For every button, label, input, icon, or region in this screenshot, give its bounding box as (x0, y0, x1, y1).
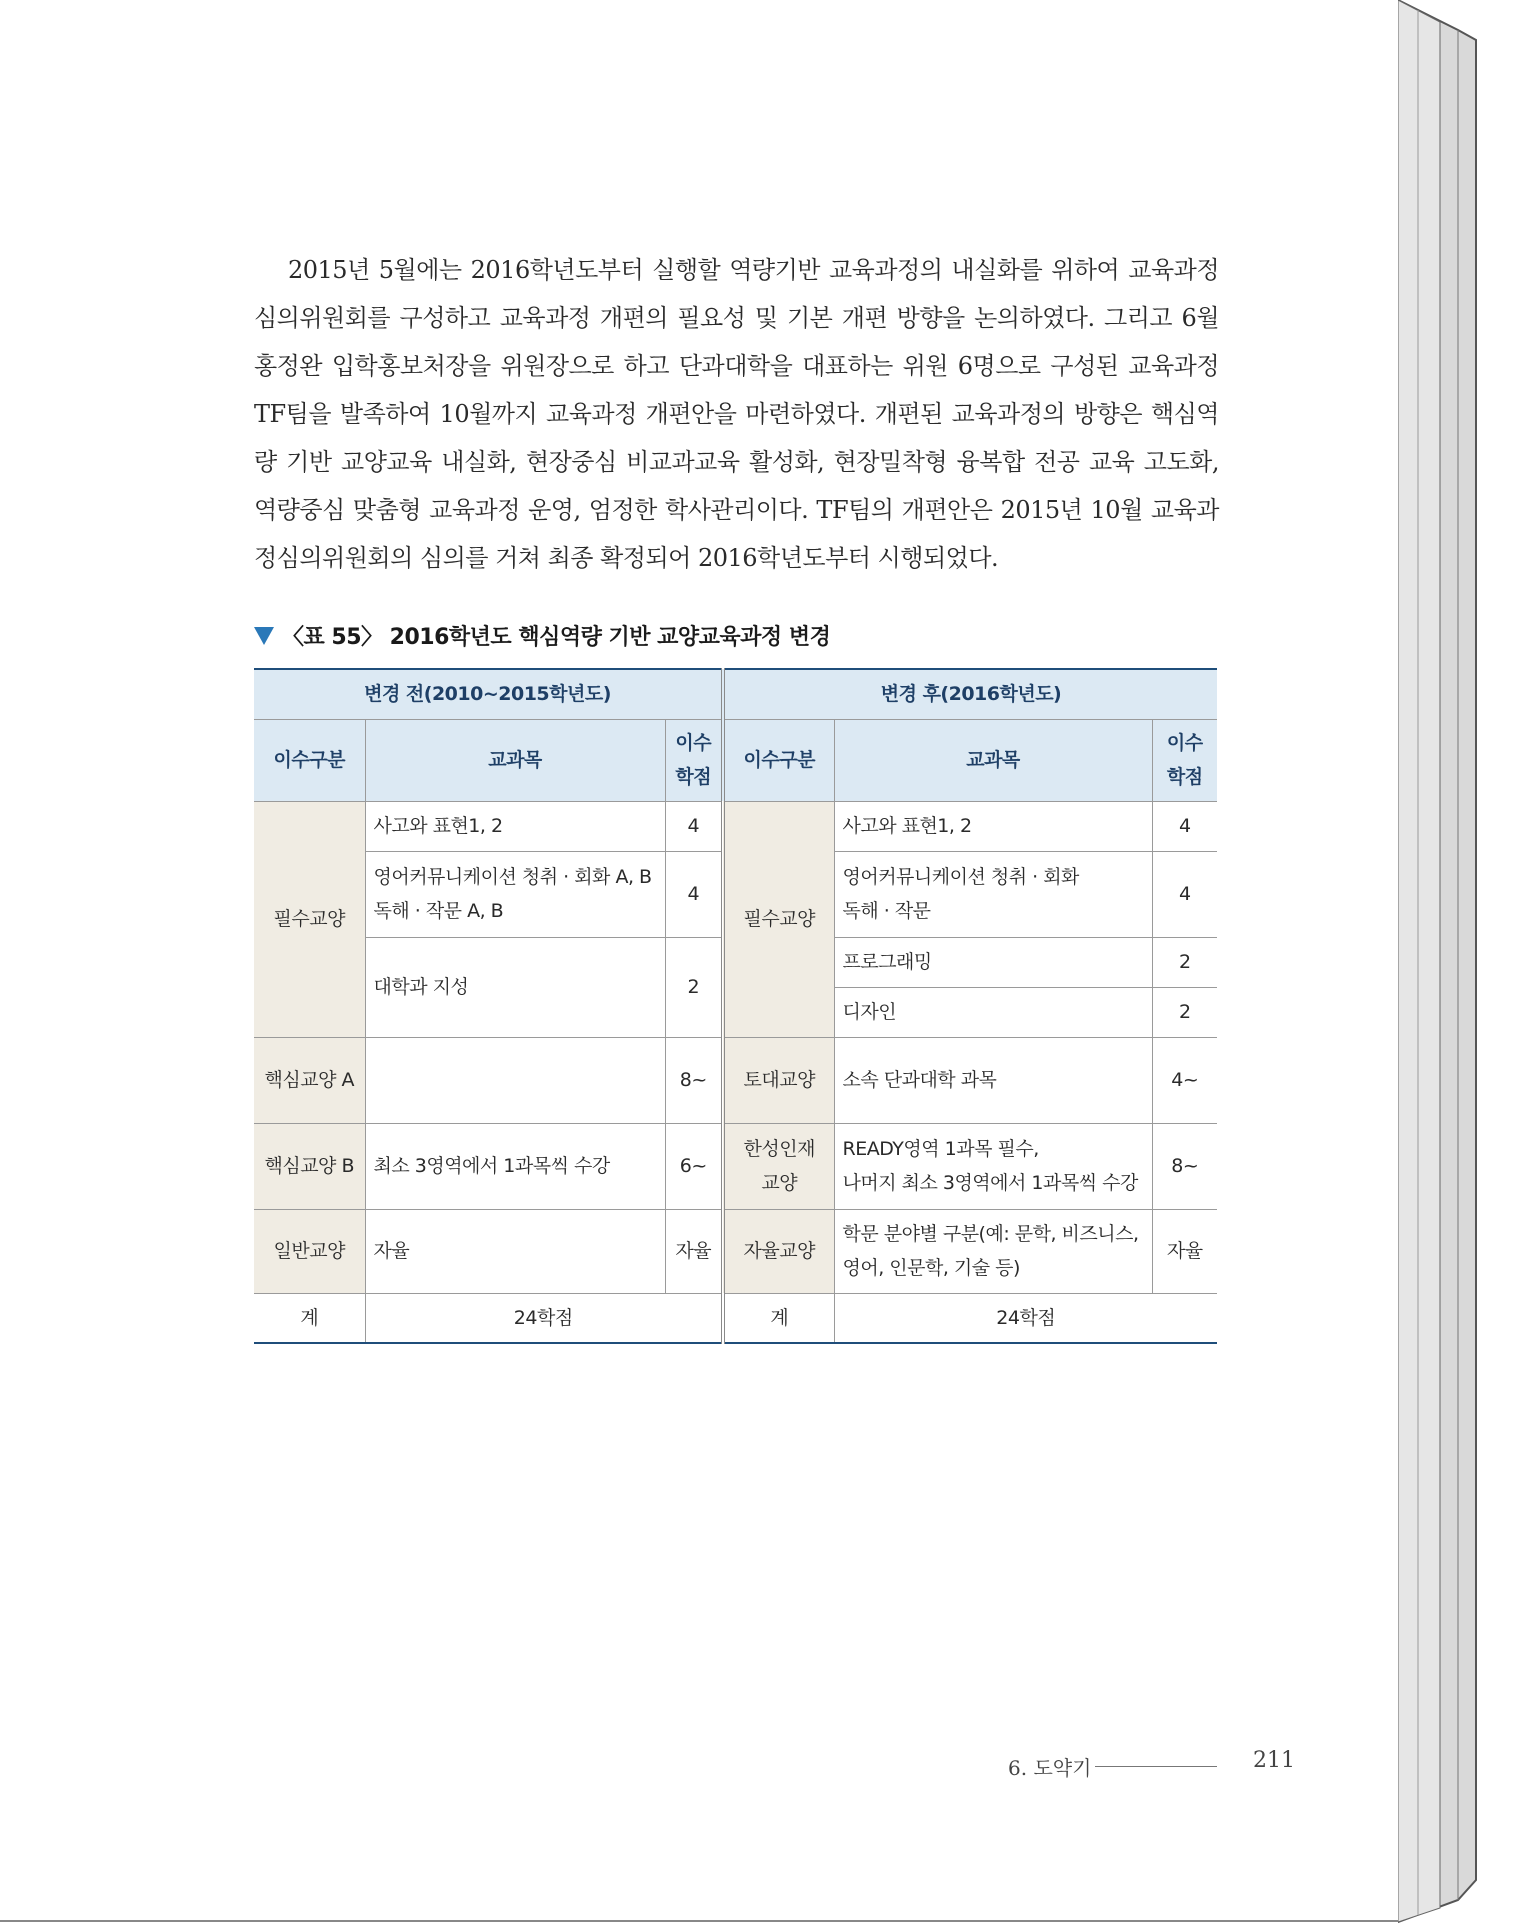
after-subject: 디자인 (834, 987, 1152, 1037)
before-credits: 자율 (665, 1209, 723, 1293)
footer-divider (1095, 1766, 1217, 1767)
before-subject (365, 1037, 665, 1123)
after-credits: 2 (1152, 987, 1217, 1037)
before-category: 핵심교양 A (254, 1037, 365, 1123)
book-page-edges (1398, 0, 1537, 1926)
triangle-marker-icon (254, 627, 274, 645)
before-subject: 영어커뮤니케이션 청취 · 회화 A, B 독해 · 작문 A, B (365, 851, 665, 937)
after-subject: 영어커뮤니케이션 청취 · 회화 독해 · 작문 (834, 851, 1152, 937)
after-total-label: 계 (723, 1293, 834, 1343)
page-number: 211 (1253, 1748, 1295, 1773)
table-row (254, 1123, 1217, 1209)
after-header: 변경 후(2016학년도) (723, 669, 1217, 719)
footer-chapter: 6. 도약기 (1008, 1756, 1092, 1780)
before-total-value: 24학점 (365, 1293, 723, 1343)
after-col-credits: 이수 학점 (1152, 719, 1217, 801)
after-col-category: 이수구분 (723, 719, 834, 801)
after-subject: 소속 단과대학 과목 (834, 1037, 1152, 1123)
before-header: 변경 전(2010~2015학년도) (254, 669, 723, 719)
before-credits: 4 (665, 851, 723, 937)
table-title (254, 620, 830, 651)
after-col-subject: 교과목 (834, 719, 1152, 801)
before-subject: 자율 (365, 1209, 665, 1293)
before-credits: 2 (665, 937, 723, 1037)
table-row (254, 1209, 1217, 1293)
before-credits: 8~ (665, 1037, 723, 1123)
before-credits: 4 (665, 801, 723, 851)
after-subject: READY영역 1과목 필수, 나머지 최소 3영역에서 1과목씩 수강 (834, 1123, 1152, 1209)
table-total-row (254, 1293, 1217, 1343)
curriculum-comparison-table (254, 668, 1217, 1344)
after-subject: 프로그래밍 (834, 937, 1152, 987)
after-subject: 사고와 표현1, 2 (834, 801, 1152, 851)
before-required-category: 필수교양 (254, 801, 365, 1037)
after-credits: 8~ (1152, 1123, 1217, 1209)
table-row (254, 1037, 1217, 1123)
after-credits: 자율 (1152, 1209, 1217, 1293)
before-category: 핵심교양 B (254, 1123, 365, 1209)
before-subject: 대학과 지성 (365, 937, 665, 1037)
after-required-category: 필수교양 (723, 801, 834, 1037)
before-col-subject: 교과목 (365, 719, 665, 801)
after-credits: 2 (1152, 937, 1217, 987)
table-group-header-row (254, 669, 1217, 719)
table-row (254, 801, 1217, 851)
before-col-category: 이수구분 (254, 719, 365, 801)
body-paragraph: 2015년 5월에는 2016학년도부터 실행할 역량기반 교육과정의 내실화를 위하여 교육과정 심의위원회를 구성하고 교육과정 개편의 필요성 및 기본 개편 방향을 논의하였다. 그리고 6월 홍정완 입학홍보처장을 위원장으로 하고 단과대학을 대표하는 위원 6명으로 구성된 교육과정 TF팀을 발족하여 10월까지 교육과정 개편안을 마련하였다. 개편된 교육과정의 방향은 핵심역량 기반 교양교육 내실화, 현장중심 비교과교육 활성화, 현장밀착형 융복합 전공 교육 고도화, 역량중심 맞춤형 교육과정 운영, 엄정한 학사관리이다. TF팀의 개편안은 2015년 10월 교육과정심의위원회의 심의를 거쳐 최종 확정되어 2016학년도부터 시행되었다. (254, 256, 1219, 572)
before-category: 일반교양 (254, 1209, 365, 1293)
before-col-credits: 이수 학점 (665, 719, 723, 801)
after-category: 한성인재 교양 (723, 1123, 834, 1209)
after-credits: 4 (1152, 851, 1217, 937)
before-subject: 최소 3영역에서 1과목씩 수강 (365, 1123, 665, 1209)
after-category: 토대교양 (723, 1037, 834, 1123)
after-total-value: 24학점 (834, 1293, 1217, 1343)
table-title-text: 〈표 55〉 2016학년도 핵심역량 기반 교양교육과정 변경 (282, 625, 831, 650)
before-total-label: 계 (254, 1293, 365, 1343)
before-credits: 6~ (665, 1123, 723, 1209)
after-subject: 학문 분야별 구분(예: 문학, 비즈니스, 영어, 인문학, 기술 등) (834, 1209, 1152, 1293)
after-credits: 4 (1152, 801, 1217, 851)
table-column-header-row (254, 719, 1217, 801)
before-subject: 사고와 표현1, 2 (365, 801, 665, 851)
after-category: 자율교양 (723, 1209, 834, 1293)
after-credits: 4~ (1152, 1037, 1217, 1123)
